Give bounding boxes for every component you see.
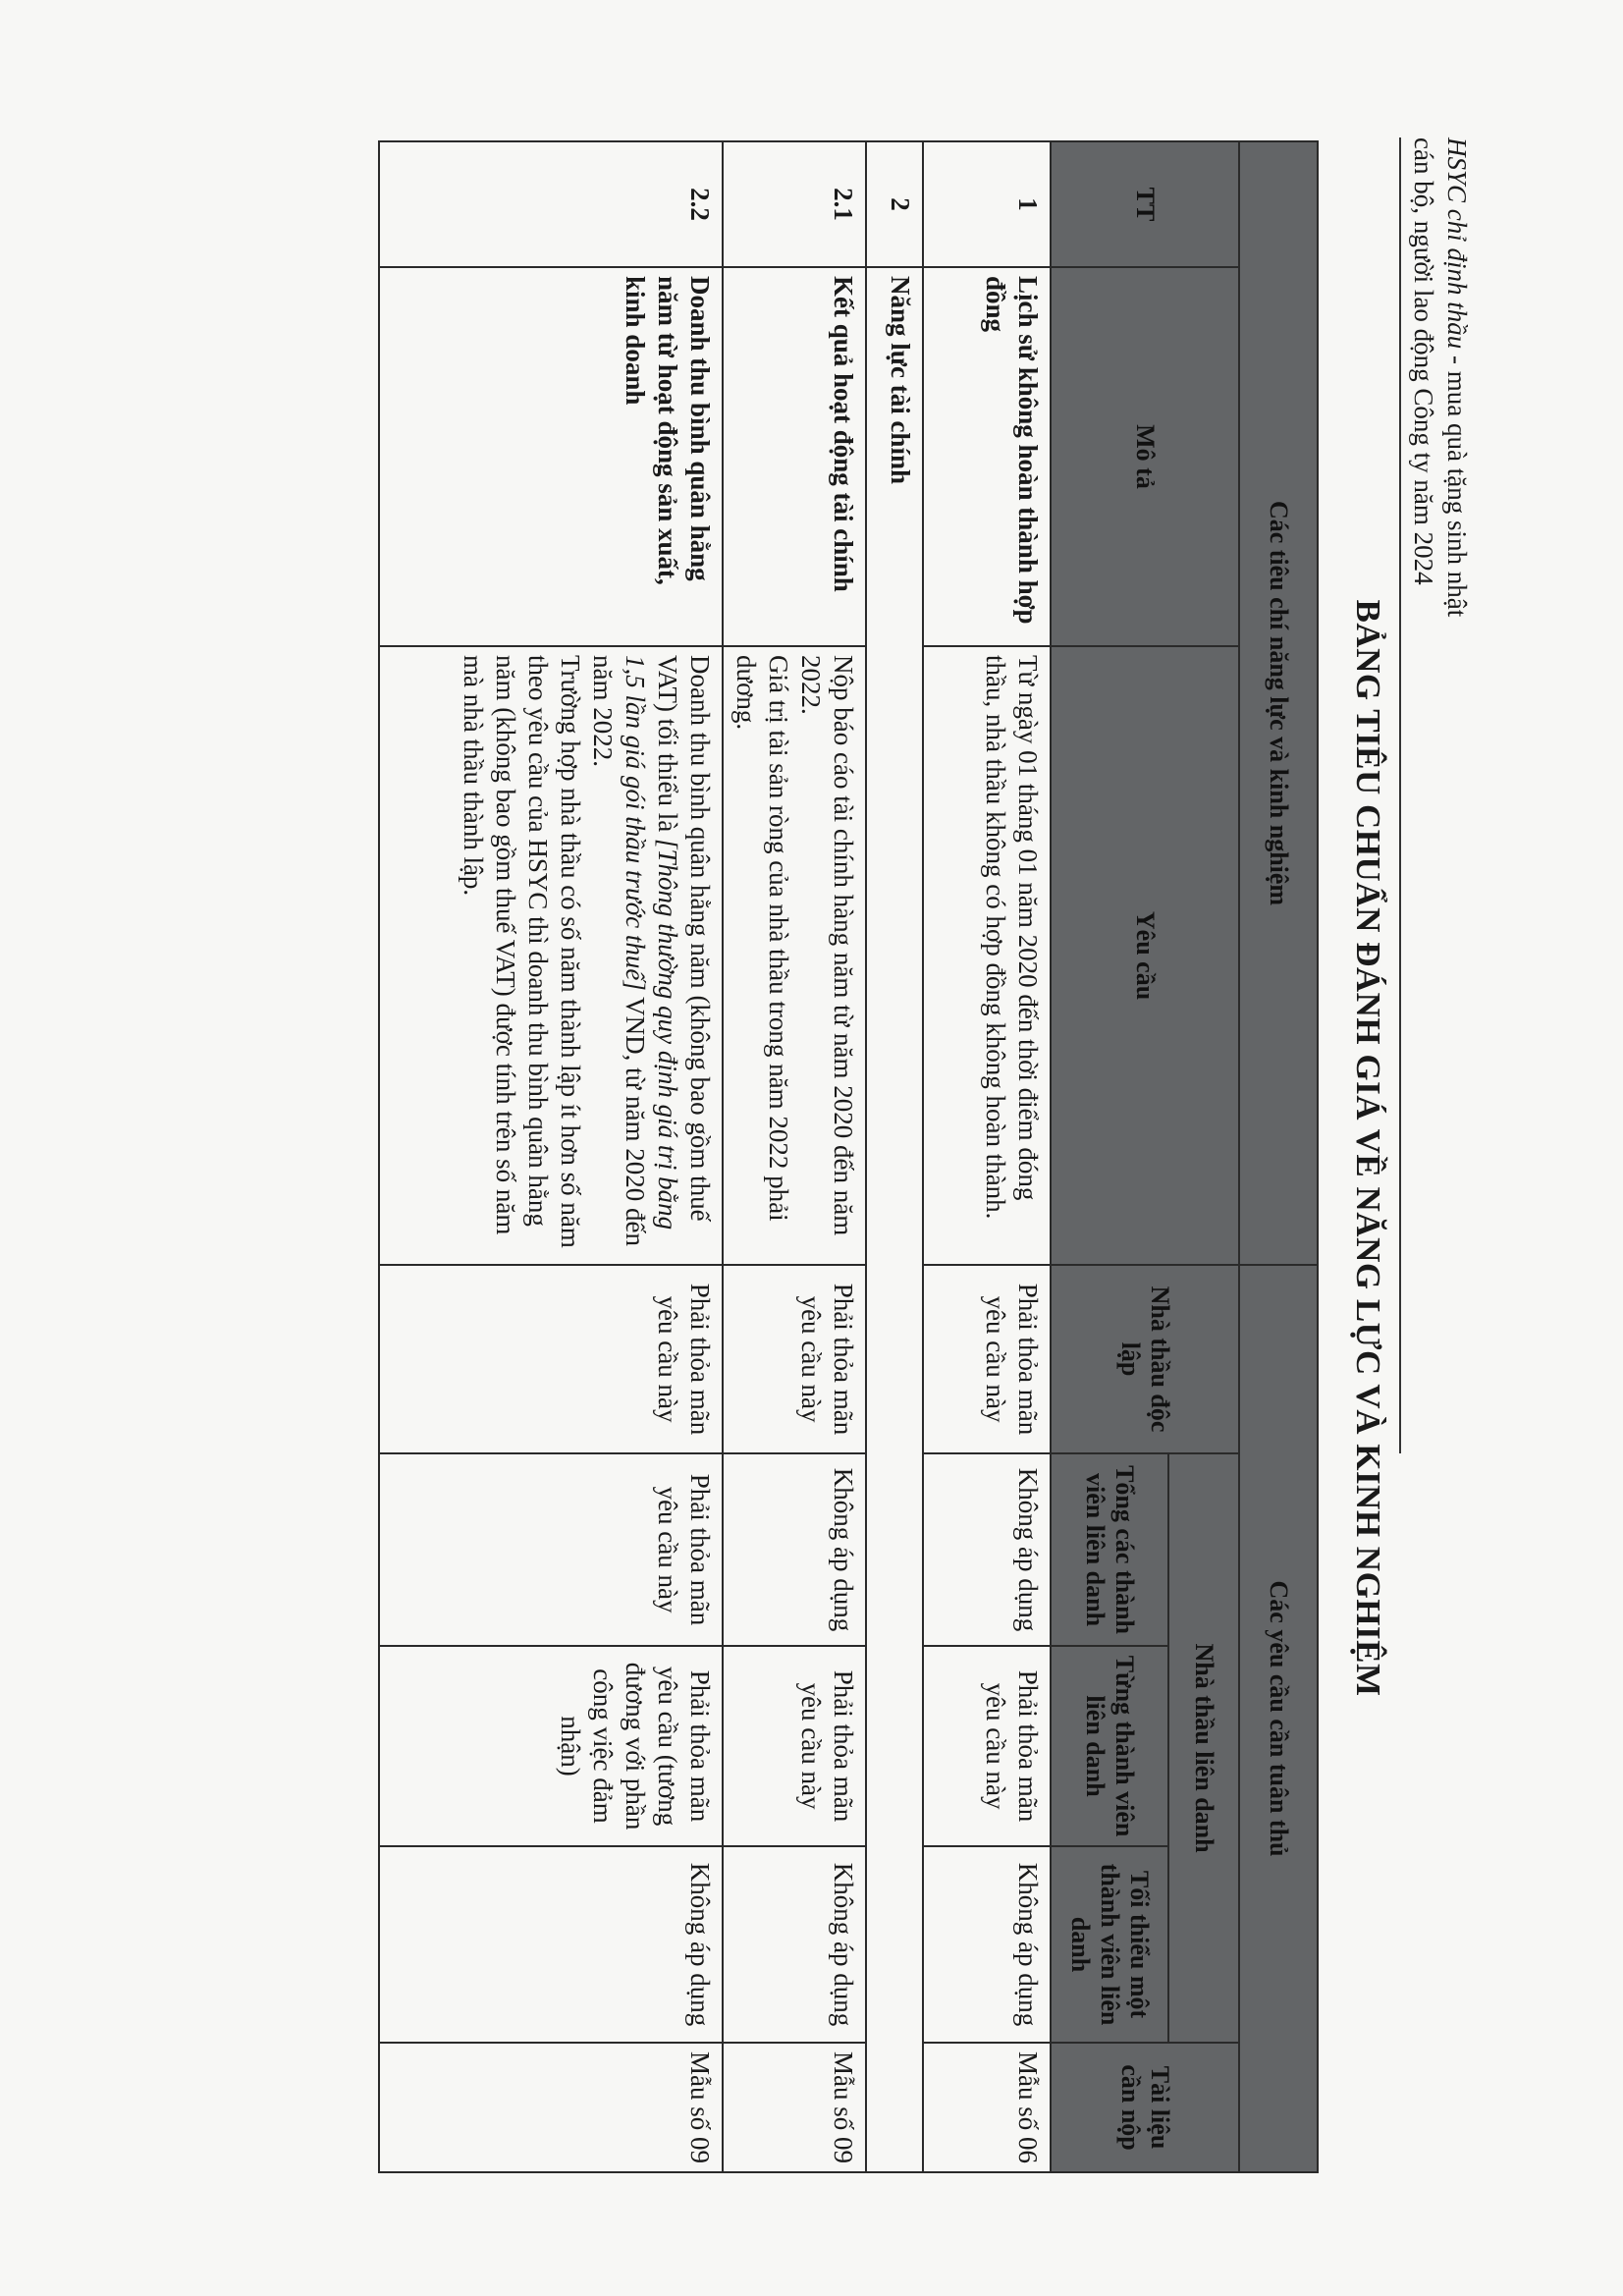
row-tt: 2.2 [379,141,723,267]
row-desc: Kết quả hoạt động tài chính [723,267,866,646]
col-header-desc: Mô tả [1051,267,1239,646]
row-jv-each: Phải thỏa mãn yêu cầu (tương đương với phần công việc đảm nhận) [379,1646,723,1846]
req-text: Doanh thu bình quân hằng năm (không bao gồm thuế VAT) tối thiểu là [653,655,715,1222]
row-independent: Phải thỏa mãn yêu cầu này [923,1265,1051,1453]
row-desc: Lịch sử không hoàn thành hợp đồng [923,267,1051,646]
col-header-jv-total: Tổng các thành viên liên danh [1051,1453,1168,1646]
row-req [379,646,723,1265]
header-line-1 [1440,137,1474,1453]
row-docs: Mẫu số 09 [723,2043,866,2172]
joint-group-header: Nhà thầu liên danh [1168,1453,1239,2043]
table-row [866,141,923,2172]
document-header [1399,137,1474,1453]
row-docs: Mẫu số 09 [379,2043,723,2172]
page-title: BẢNG TIÊU CHUẨN ĐÁNH GIÁ VỀ NĂNG LỰC VÀ KINH NGHIỆM [1349,599,1387,1697]
req-paragraph [586,655,716,1256]
row-req [723,646,866,1265]
row-jv-total: Không áp dụng [723,1453,866,1646]
table-row [379,141,723,2172]
header-line-2: cán bộ, người lao động Công ty năm 2024 [1409,137,1438,585]
col-header-docs: Tài liệu cần nộp [1051,2043,1239,2172]
col-header-tt: TT [1051,141,1239,267]
row-jv-each: Phải thỏa mãn yêu cầu này [723,1646,866,1846]
req-paragraph: Trường hợp nhà thầu có số năm thành lập ít hơn số năm theo yêu cầu của HSYC thì doanh thu bình quân hằng năm (không bao gồm thuế VAT) được tính trên số năm mà nhà thầu thành lập. [459,655,585,1248]
row-jv-total: Phải thỏa mãn yêu cầu này [379,1453,723,1646]
section-title: Năng lực tài chính [866,267,923,2172]
row-jv-total: Không áp dụng [923,1453,1051,1646]
requirements-group-header: Các yêu cầu cần tuân thủ [1239,1265,1318,2172]
col-header-req: Yêu cầu [1051,646,1239,1265]
row-jv-min: Không áp dụng [923,1846,1051,2043]
req-italic-note: [Thông thường quy định giá trị bằng 1,5 lần giá gói thầu trước thuế] [621,655,682,1230]
row-desc: Doanh thu bình quân hằng năm từ hoạt động sản xuất, kinh doanh [379,267,723,646]
criteria-group-header: Các tiêu chí năng lực và kinh nghiệm [1239,141,1318,1265]
table-row [723,141,866,2172]
criteria-table [378,140,1319,2173]
row-docs: Mẫu số 06 [923,2043,1051,2172]
table-row [923,141,1051,2172]
row-independent: Phải thỏa mãn yêu cầu này [379,1265,723,1453]
header-doc-type: HSYC chỉ định thầu [1442,137,1472,350]
row-jv-min: Không áp dụng [379,1846,723,2043]
row-req: Từ ngày 01 tháng 01 năm 2020 đến thời điểm đóng thầu, nhà thầu không có hợp đồng không hoàn thành. [923,646,1051,1265]
header-subject: - mua quà tặng sinh nhật [1442,349,1472,618]
row-tt: 2 [866,141,923,267]
col-header-independent: Nhà thầu độc lập [1051,1265,1239,1453]
col-header-jv-min: Tối thiểu một thành viên liên danh [1051,1846,1168,2043]
row-jv-min: Không áp dụng [723,1846,866,2043]
req-paragraph: Nộp báo cáo tài chính hàng năm từ năm 2020 đến năm 2022. [796,655,858,1236]
row-tt: 1 [923,141,1051,267]
row-independent: Phải thỏa mãn yêu cầu này [723,1265,866,1453]
req-paragraph: Giá trị tài sản ròng của nhà thầu trong năm 2022 phải dương. [731,655,793,1222]
col-header-jv-each: Từng thành viên liên danh [1051,1646,1168,1846]
row-jv-each: Phải thỏa mãn yêu cầu này [923,1646,1051,1846]
row-tt: 2.1 [723,141,866,267]
req-text: VND, từ năm 2020 đến năm 2022. [588,655,650,1247]
